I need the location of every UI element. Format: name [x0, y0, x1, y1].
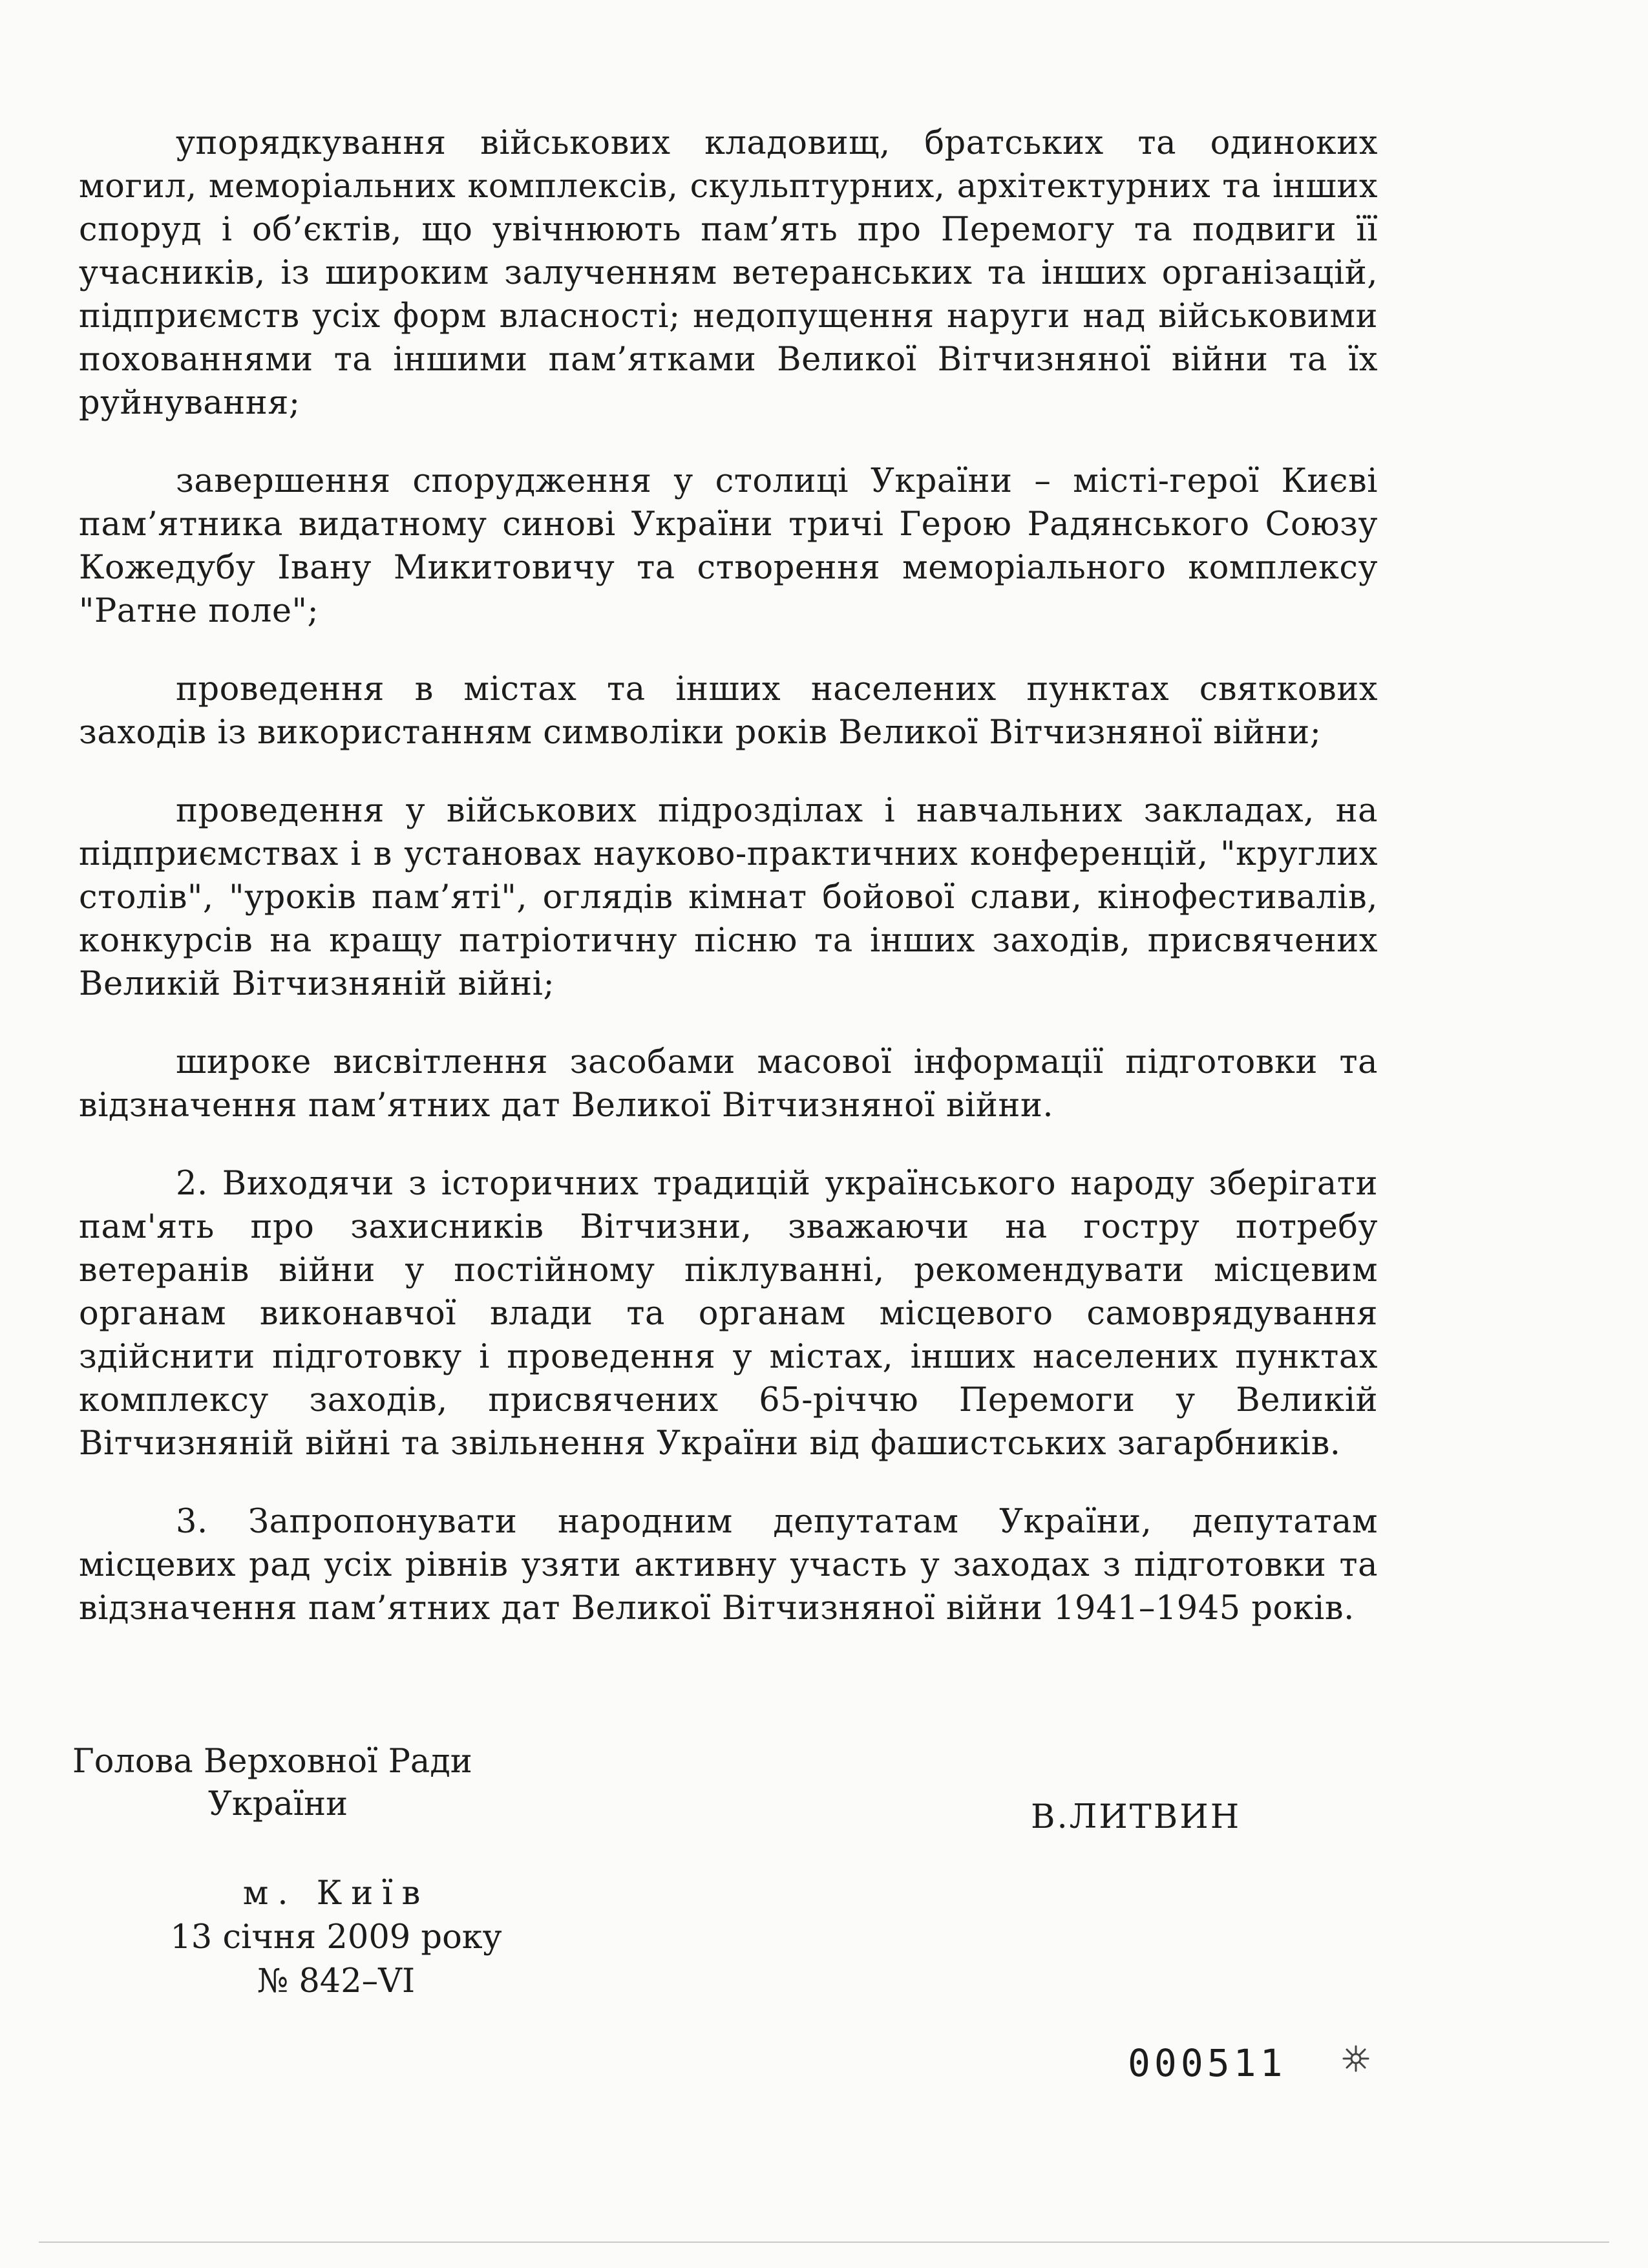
paragraph-item-3: 3. Запропонувати народним депутатам України, депутатам місцевих рад усіх рівнів узяти активну участь у заходах з підготовки та відзначення пам’ятних дат Великої Вітчизняної війни 1941–1945 років.	[79, 1503, 1378, 1627]
city: м. Київ	[242, 1874, 430, 1913]
signer-title	[72, 1741, 564, 1826]
paragraph-festivities: проведення в містах та інших населених пунктах святкових заходів із використанням символіки років Великої Вітчизняної війни;	[79, 670, 1378, 752]
signer-title-line1: Голова Верховної Ради	[72, 1743, 472, 1781]
serial-number: 000511	[1128, 2041, 1287, 2085]
document-number: № 842–VI	[257, 1962, 416, 2000]
paragraph-conferences: проведення у військових підрозділах і навчальних закладах, на підприємствах і в установах науково-практичних конференцій, "круглих столів", "уроків пам’яті", оглядів кімнат бойової слави, кінофестивалів, конкурсів на кращу патріотичну пісню та інших заходів, присвячених Великій Вітчизняній війні;	[79, 792, 1378, 1003]
paragraph-media: широке висвітлення засобами масової інформації підготовки та відзначення пам’ятних дат Великої Вітчизняної війни.	[79, 1043, 1378, 1125]
place-date-block	[110, 1872, 562, 2004]
paragraph-monument: завершення спорудження у столиці України – місті-герої Києві пам’ятника видатному синові України тричі Герою Радянського Союзу Кожедубу Івану Микитовичу та створення меморіального комплексу "Ратне поле";	[79, 462, 1378, 630]
signer-title-line2: України	[208, 1785, 348, 1823]
date: 13 січня 2009 року	[170, 1918, 502, 1956]
paragraph-item-2: 2. Виходячи з історичних традицій українського народу зберігати пам'ять про захисників Вітчизни, зважаючи на гостру потребу ветеранів війни у постійному піклуванні, рекомендувати місцевим органам виконавчої влади та органам місцевого самоврядування здійснити підготовку і проведення у містах, інших населених пунктах комплексу заходів, присвячених 65-річчю Перемоги у Великій Вітчизняній війні та звільнення України від фашистських загарбників.	[79, 1165, 1378, 1463]
star-ornament-icon	[1341, 2044, 1371, 2073]
signer-name: В.ЛИТВИН	[1031, 1798, 1241, 1836]
paragraph-memorials: упорядкування військових кладовищ, братських та одиноких могил, меморіальних комплексів, скульптурних, архітектурних та інших споруд і об’єктів, що увічнюють пам’ять про Перемогу та подвиги її учасників, із широким залученням ветеранських та інших організацій, підприємств усіх форм власності; недопущення наруги над військовими похованнями та іншими пам’ятками Великої Вітчизняної війни та їх руйнування;	[79, 124, 1378, 422]
document-body	[79, 122, 1378, 1665]
scan-edge-line	[39, 2242, 1609, 2243]
